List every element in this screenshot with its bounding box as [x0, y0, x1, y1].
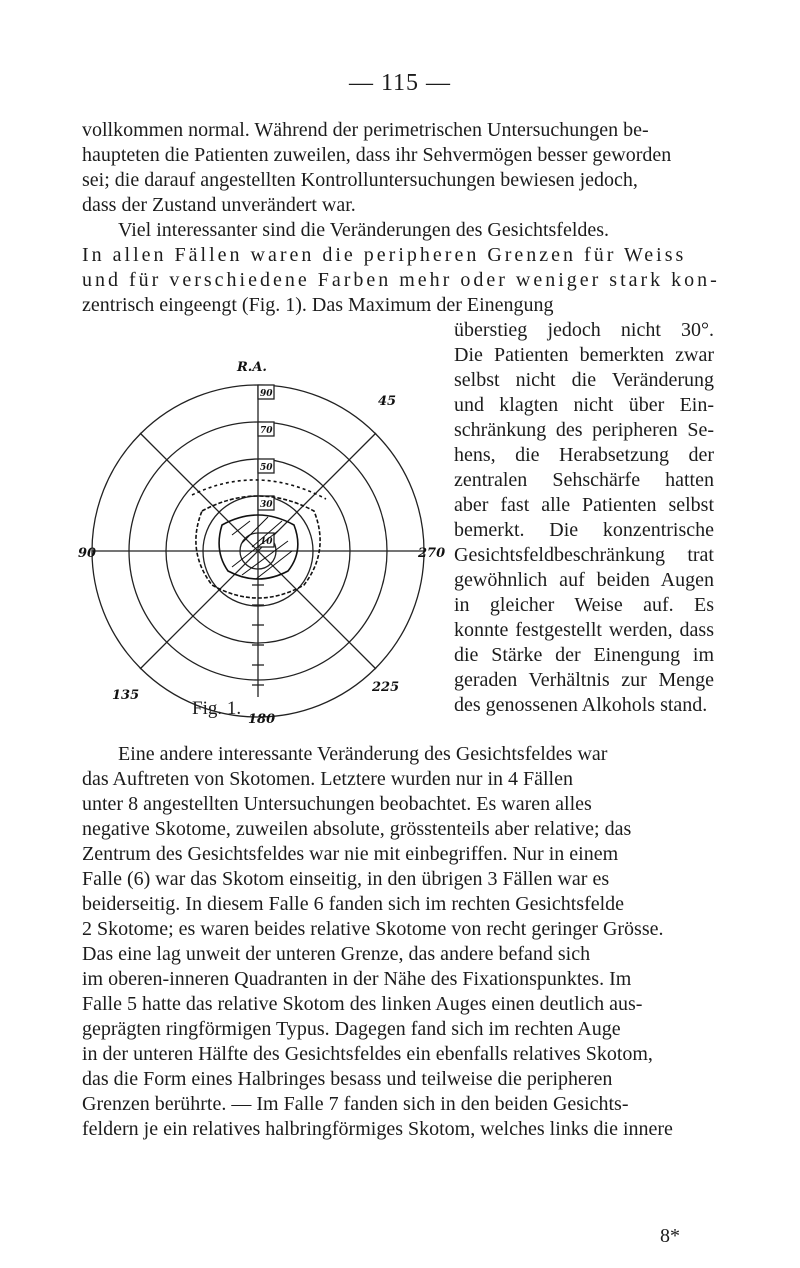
- radial-label: 90: [260, 389, 273, 399]
- label-90: 90: [78, 546, 97, 561]
- label-270: 270: [418, 546, 446, 561]
- text-line: In allen Fällen waren die peripheren Grenzen für Weiss: [82, 244, 687, 266]
- text-line: des genossenen Alkohols stand.: [454, 694, 708, 716]
- text-line: konnte festgestellt werden, dass: [454, 619, 714, 641]
- label-225: 225: [372, 680, 400, 695]
- text-line: die Stärke der Einengung im: [454, 644, 714, 666]
- label-45: 45: [378, 394, 397, 409]
- paragraph-3: [82, 742, 712, 1142]
- text-line: in gleicher Weise auf. Es: [454, 594, 714, 616]
- float-text-column: [454, 318, 714, 718]
- text-line: Eine andere interessante Veränderung des Gesichtsfeldes war: [118, 743, 608, 765]
- text-line: zentralen Sehschärfe hatten: [454, 469, 714, 491]
- text-line: negative Skotome, zuweilen absolute, grösstenteils aber relative; das: [82, 818, 632, 840]
- text-line: dass der Zustand unverändert war.: [82, 194, 356, 216]
- radial-label: 30: [260, 500, 273, 510]
- radial-label: 10: [260, 537, 273, 547]
- text-line: im oberen-inneren Quadranten in der Nähe des Fixationspunktes. Im: [82, 968, 632, 990]
- text-line: geraden Verhältnis zur Menge: [454, 669, 714, 691]
- radial-label: 50: [260, 463, 273, 473]
- text-line: feldern je ein relatives halbringförmiges Skotom, welches links die innere: [82, 1118, 673, 1140]
- text-line: das Auftreten von Skotomen. Letztere wurden nur in 4 Fällen: [82, 768, 573, 790]
- text-line: Die Patienten bemerkten zwar: [454, 344, 714, 366]
- label-180: 180: [248, 712, 276, 727]
- text-line: 2 Skotome; es waren beides relative Skotome von recht geringer Grösse.: [82, 918, 664, 940]
- text-line: und klagten nicht über Ein-: [454, 394, 714, 416]
- text-line: Zentrum des Gesichtsfeldes war nie mit einbegriffen. Nur in einem: [82, 843, 619, 865]
- text-line: Viel interessanter sind die Veränderungen des Gesichtsfeldes.: [118, 219, 610, 241]
- text-line: Falle 5 hatte das relative Skotom des linken Auges einen deutlich aus-: [82, 993, 643, 1015]
- text-line: Grenzen berührte. — Im Falle 7 fanden sich in den beiden Gesichts-: [82, 1093, 629, 1115]
- label-135: 135: [112, 688, 140, 703]
- text-line: hens, die Herabsetzung der: [454, 444, 714, 466]
- text-line: schränkung des peripheren Se-: [454, 419, 714, 441]
- figure-caption: Fig. 1.: [192, 698, 242, 719]
- text-line: unter 8 angestellten Untersuchungen beobachtet. Es waren alles: [82, 793, 592, 815]
- text-line: und für verschiedene Farben mehr oder weniger stark kon-: [82, 269, 720, 291]
- text-line: aber fast alle Patienten selbst: [454, 494, 714, 516]
- text-line: zentrisch eingeengt (Fig. 1). Das Maximum der Einengung: [82, 294, 554, 316]
- text-line: geprägten ringförmigen Typus. Dagegen fand sich im rechten Auge: [82, 1018, 621, 1040]
- label-eye: R.A.: [237, 360, 267, 375]
- text-line: haupteten die Patienten zuweilen, dass ihr Sehvermögen besser geworden: [82, 144, 672, 166]
- text-line: in der unteren Hälfte des Gesichtsfeldes ein ebenfalls relatives Skotom,: [82, 1043, 653, 1065]
- text-line: Falle (6) war das Skotom einseitig, in den übrigen 3 Fällen war es: [82, 868, 610, 890]
- text-line: bemerkt. Die konzentrische: [454, 519, 714, 541]
- text-line: vollkommen normal. Während der perimetrischen Untersuchungen be-: [82, 119, 649, 141]
- text-line: beiderseitig. In diesem Falle 6 fanden sich im rechten Gesichtsfelde: [82, 893, 625, 915]
- text-line: sei; die darauf angestellten Kontrolluntersuchungen bewiesen jedoch,: [82, 169, 638, 191]
- text-line: das die Form eines Halbringes besass und teilweise die peripheren: [82, 1068, 613, 1090]
- text-line: gewöhnlich auf beiden Augen: [454, 569, 714, 591]
- text-line: Gesichtsfeldbeschränkung trat: [454, 544, 714, 566]
- radial-label: 70: [260, 426, 273, 436]
- paragraph-1: [82, 118, 712, 218]
- page-number: — 115 —: [348, 70, 452, 96]
- text-line: selbst nicht die Veränderung: [454, 369, 714, 391]
- printer-signature-mark: 8*: [660, 1225, 680, 1247]
- text-line: Das eine lag unweit der unteren Grenze, das andere befand sich: [82, 943, 591, 965]
- text-line: überstieg jedoch nicht 30°.: [454, 319, 714, 341]
